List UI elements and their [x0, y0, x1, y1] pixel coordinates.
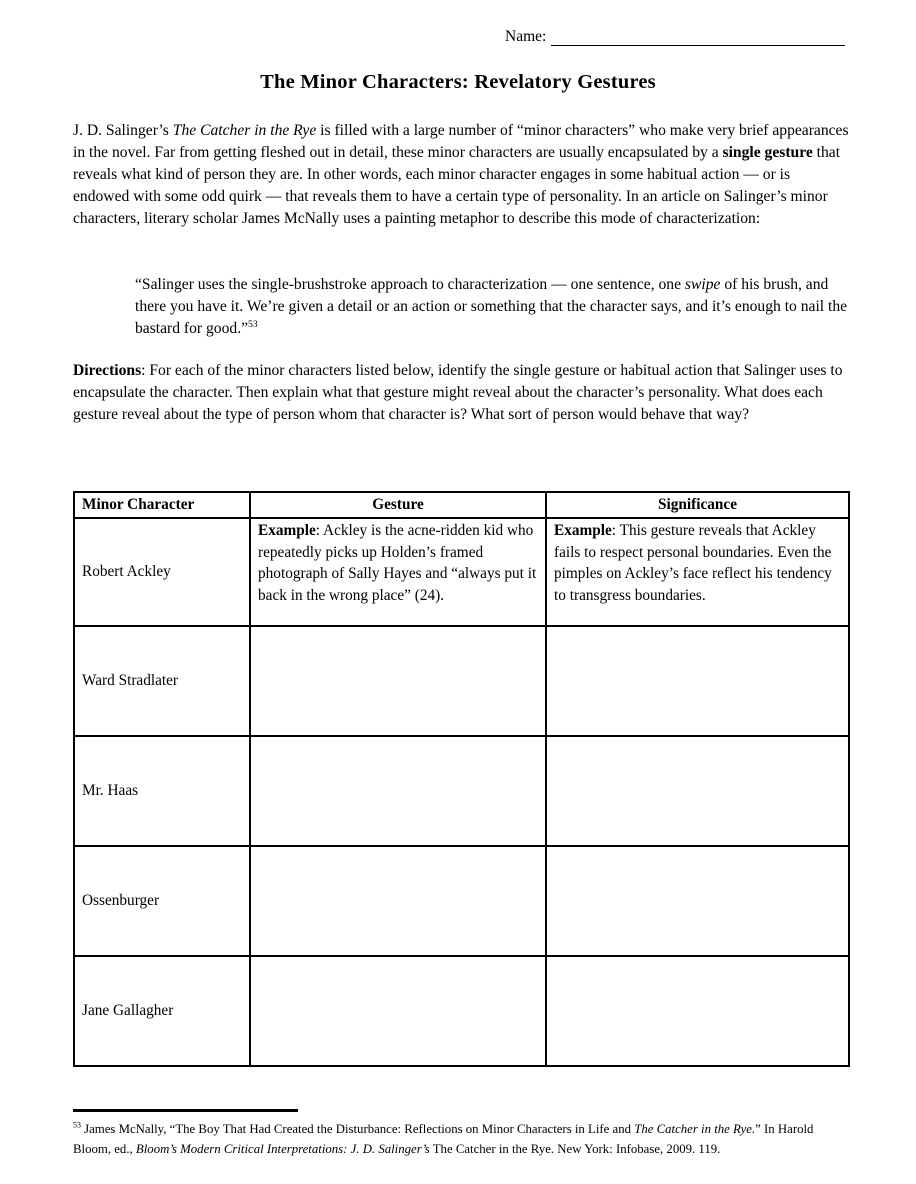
- intro-paragraph: J. D. Salinger’s The Catcher in the Rye is filled with a large number of “minor characters” who make very brief appearances in the novel. Far from getting fleshed out in detail, these minor characters are usually encapsulated by a single gesture that reveals what kind of person they are. In other words, each minor character engages in some habitual action — or is endowed with some odd quirk — that reveals them to have a certain type of personality. In an article on Salinger’s minor characters, literary scholar James McNally uses a painting metaphor to describe this mode of characterization:: [73, 122, 849, 227]
- gesture-cell: [250, 846, 546, 956]
- character-name-cell: Robert Ackley: [74, 518, 250, 626]
- table-row: [74, 956, 849, 1066]
- table-row: [74, 736, 849, 846]
- character-name-cell: Ossenburger: [74, 846, 250, 956]
- character-name-cell: Jane Gallagher: [74, 956, 250, 1066]
- gesture-cell: [250, 956, 546, 1066]
- table-row: [74, 518, 849, 626]
- footnote: [73, 1109, 853, 1159]
- significance-cell: [546, 736, 849, 846]
- table-row: [74, 626, 849, 736]
- header-cell-minor-character: Minor Character: [74, 492, 250, 518]
- page-title: The Minor Characters: Revelatory Gestures: [260, 71, 656, 93]
- significance-cell: [546, 956, 849, 1066]
- gesture-cell: [250, 736, 546, 846]
- table-header-row: [74, 492, 849, 518]
- name-label: Name:: [505, 28, 547, 45]
- significance-cell: [546, 846, 849, 956]
- name-row: [505, 28, 845, 46]
- header-cell-gesture: Gesture: [250, 492, 546, 518]
- character-name-cell: Mr. Haas: [74, 736, 250, 846]
- name-blank-line: [551, 29, 845, 46]
- worksheet-table: [73, 491, 850, 1067]
- character-name-cell: Ward Stradlater: [74, 626, 250, 736]
- gesture-cell: Example: Ackley is the acne-ridden kid who repeatedly picks up Holden’s framed photograph of Sally Hayes and “always put it back in the wrong place” (24).: [250, 518, 546, 626]
- directions-paragraph: Directions: For each of the minor characters listed below, identify the single gesture or habitual action that Salinger uses to encapsulate the character. Then explain what that gesture might reveal about the character’s personality. What does each gesture reveal about the type of person whom that character is? What sort of person would behave that way?: [73, 362, 843, 423]
- header-cell-significance: Significance: [546, 492, 849, 518]
- quote-paragraph: “Salinger uses the single-brushstroke approach to characterization — one sentence, one swipe of his brush, and there you have it. We’re given a detail or an action or something that the character says, and it’s enough to nail the bastard for good.”$^{53}$: [135, 276, 848, 337]
- significance-cell: Example: This gesture reveals that Ackley fails to respect personal boundaries. Even the pimples on Ackley’s face reflect his tendency to transgress boundaries.: [546, 518, 849, 626]
- footnote-separator: [73, 1109, 298, 1112]
- table-row: [74, 846, 849, 956]
- footnote-text: $^{53}$ James McNally, “The Boy That Had Created the Disturbance: Reflections on Minor Characters in Life and The Catcher in the Rye.” In Harold Bloom, ed., Bloom’s Modern Critical Interpretations: J. D. Salinger’s The Catcher in the Rye. New York: Infobase, 2009. 119.: [73, 1120, 814, 1156]
- significance-cell: [546, 626, 849, 736]
- gesture-cell: [250, 626, 546, 736]
